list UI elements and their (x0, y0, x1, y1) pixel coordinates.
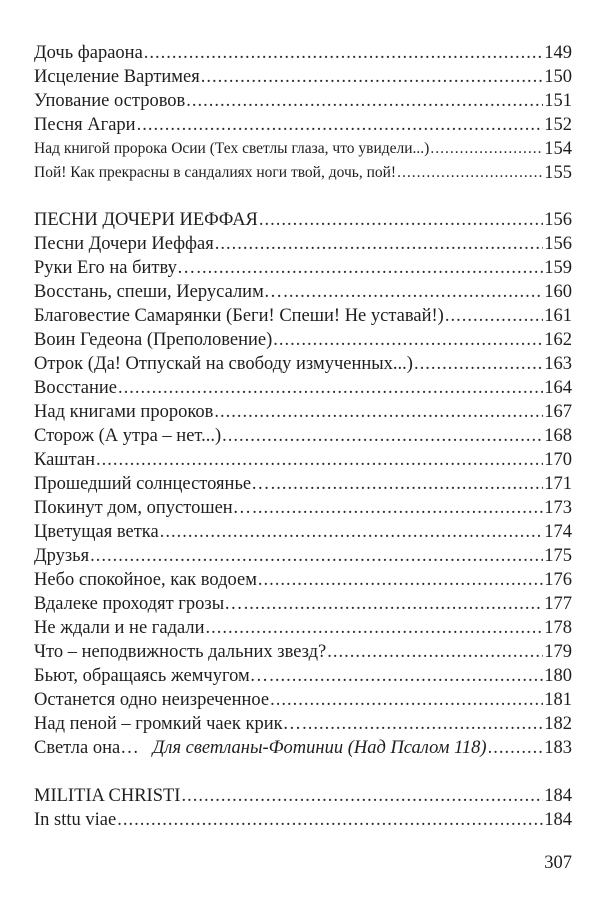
toc-section-heading (34, 207, 572, 231)
leader-dots (160, 521, 544, 543)
entry-page: 151 (544, 91, 572, 111)
entry-page: 176 (544, 570, 572, 590)
entry-title: Песни Дочери Иеффая (34, 234, 214, 254)
entry-title: Вдалеке проходят грозы… (34, 594, 243, 614)
entry-title: Благовестие Самарянки (Беги! Спеши! Не уставай!) (34, 306, 444, 326)
toc-entry (34, 495, 572, 519)
leader-dots (196, 257, 543, 279)
entry-page: 178 (544, 618, 572, 638)
entry-title: Небо спокойное, как водоем (34, 570, 257, 590)
leader-dots (445, 305, 543, 327)
leader-dots (96, 449, 543, 471)
toc-entry (34, 88, 572, 112)
toc-section-heading (34, 783, 572, 807)
leader-dots (215, 233, 544, 255)
entry-page: 154 (544, 139, 572, 159)
leader-dots (214, 401, 543, 423)
toc-entry (34, 471, 572, 495)
leader-dots (201, 66, 544, 88)
leader-dots (271, 473, 544, 495)
entry-page: 159 (544, 258, 572, 278)
leader-dots (144, 42, 543, 64)
leader-dots (302, 713, 543, 735)
entry-title: Восстань, спеши, Иерусалим… (34, 282, 283, 302)
toc-entry (34, 303, 572, 327)
entry-title: Восстание (34, 378, 118, 398)
entry-page: 184 (544, 786, 572, 806)
entry-title: Прошедший солнцестоянье… (34, 474, 270, 494)
leader-dots (414, 353, 543, 375)
toc-entry (34, 327, 572, 351)
entry-page: 155 (544, 163, 572, 183)
entry-title: Останется одно неизреченное (34, 690, 270, 710)
leader-dots (269, 665, 543, 687)
leader-dots (397, 162, 543, 184)
entry-title: Друзья (34, 546, 90, 566)
entry-page: 167 (544, 402, 572, 422)
toc-entry (34, 231, 572, 255)
leader-dots (222, 425, 543, 447)
entry-title: Исцеление Вартимея (34, 67, 200, 87)
toc-entry (34, 663, 572, 687)
entry-title: Упование островов (34, 91, 186, 111)
entry-page: 181 (544, 690, 572, 710)
entry-title: Воин Гедеона (Преполовение) (34, 330, 273, 350)
toc-entry (34, 255, 572, 279)
entry-page: 162 (544, 330, 572, 350)
page-number: 307 (544, 853, 572, 873)
entry-page: 177 (544, 594, 572, 614)
leader-dots (252, 497, 543, 519)
toc-entry (34, 543, 572, 567)
entry-page: 160 (544, 282, 572, 302)
toc-entry (34, 64, 572, 88)
entry-page: 182 (544, 714, 572, 734)
toc-entry (34, 160, 572, 184)
entry-title: Что – неподвижность дальних звезд? (34, 642, 327, 662)
toc-entry (34, 447, 572, 471)
toc-entry (34, 399, 572, 423)
toc-entry (34, 591, 572, 615)
toc-entry (34, 735, 572, 759)
entry-title: In sttu viae (34, 810, 117, 830)
toc-entry (34, 40, 572, 64)
entry-page: 179 (544, 642, 572, 662)
entry-title: Дочь фараона (34, 43, 143, 63)
leader-dots (259, 209, 543, 231)
leader-dots (181, 785, 543, 807)
leader-dots (327, 641, 543, 663)
leader-dots (90, 545, 543, 567)
toc-entry (34, 351, 572, 375)
entry-page: 164 (544, 378, 572, 398)
entry-page: 170 (544, 450, 572, 470)
toc-entry (34, 807, 572, 831)
entry-page: 168 (544, 426, 572, 446)
leader-dots (137, 114, 544, 136)
leader-dots (273, 329, 543, 351)
toc-entry (34, 615, 572, 639)
entry-title: Над книгой пророка Осии (Тех светлы глаза, что увидели...) (34, 140, 430, 157)
entry-title: Бьют, обращаясь жемчугом… (34, 666, 269, 686)
entry-page: 183 (544, 738, 572, 758)
entry-title: Покинут дом, опустошен… (34, 498, 252, 518)
toc-entry (34, 519, 572, 543)
entry-title: Каштан (34, 450, 95, 470)
entry-title-main: Светла она… (34, 738, 139, 758)
toc-entry (34, 136, 572, 160)
leader-dots (430, 138, 543, 160)
leader-dots (186, 90, 543, 112)
entry-title: Отрок (Да! Отпускай на свободу измученных...) (34, 354, 413, 374)
toc-entry (34, 375, 572, 399)
entry-page: 150 (544, 67, 572, 87)
leader-dots (488, 737, 544, 759)
entry-dedication: Для светланы-Фотинии (Над Псалом 118) (152, 738, 487, 758)
entry-page: 173 (544, 498, 572, 518)
leader-dots (118, 377, 543, 399)
section-title: ПЕСНИ ДОЧЕРИ ИЕФФАЯ (34, 210, 258, 230)
toc-entry (34, 687, 572, 711)
entry-title: Сторож (А утра – нет...) (34, 426, 222, 446)
entry-title: Над пеной – громкий чаек крик… (34, 714, 302, 734)
leader-dots (206, 617, 544, 639)
entry-page: 175 (544, 546, 572, 566)
section-title: MILITIA CHRISTI (34, 786, 181, 806)
entry-title: Над книгами пророков (34, 402, 214, 422)
leader-dots (283, 281, 543, 303)
toc-entry (34, 423, 572, 447)
toc-entry (34, 639, 572, 663)
leader-dots (117, 809, 543, 831)
entry-page: 163 (544, 354, 572, 374)
entry-page: 156 (544, 210, 572, 230)
entry-page: 184 (544, 810, 572, 830)
entry-page: 171 (544, 474, 572, 494)
toc-entry (34, 279, 572, 303)
toc-entry (34, 112, 572, 136)
entry-page: 161 (544, 306, 572, 326)
entry-title: Не ждали и не гадали (34, 618, 205, 638)
entry-title: Пой! Как прекрасны в сандалиях ноги твой, дочь, пой! (34, 164, 397, 181)
entry-page: 180 (544, 666, 572, 686)
toc-entry (34, 711, 572, 735)
entry-page: 152 (544, 115, 572, 135)
entry-title (34, 737, 487, 759)
leader-dots (244, 593, 544, 615)
leader-dots (270, 689, 543, 711)
toc-entry (34, 567, 572, 591)
entry-page: 174 (544, 522, 572, 542)
entry-page: 156 (544, 234, 572, 254)
entry-title: Руки Его на битву… (34, 258, 196, 278)
entry-title: Песня Агари (34, 115, 136, 135)
leader-dots (258, 569, 543, 591)
entry-title: Цветущая ветка (34, 522, 159, 542)
entry-page: 149 (544, 43, 572, 63)
